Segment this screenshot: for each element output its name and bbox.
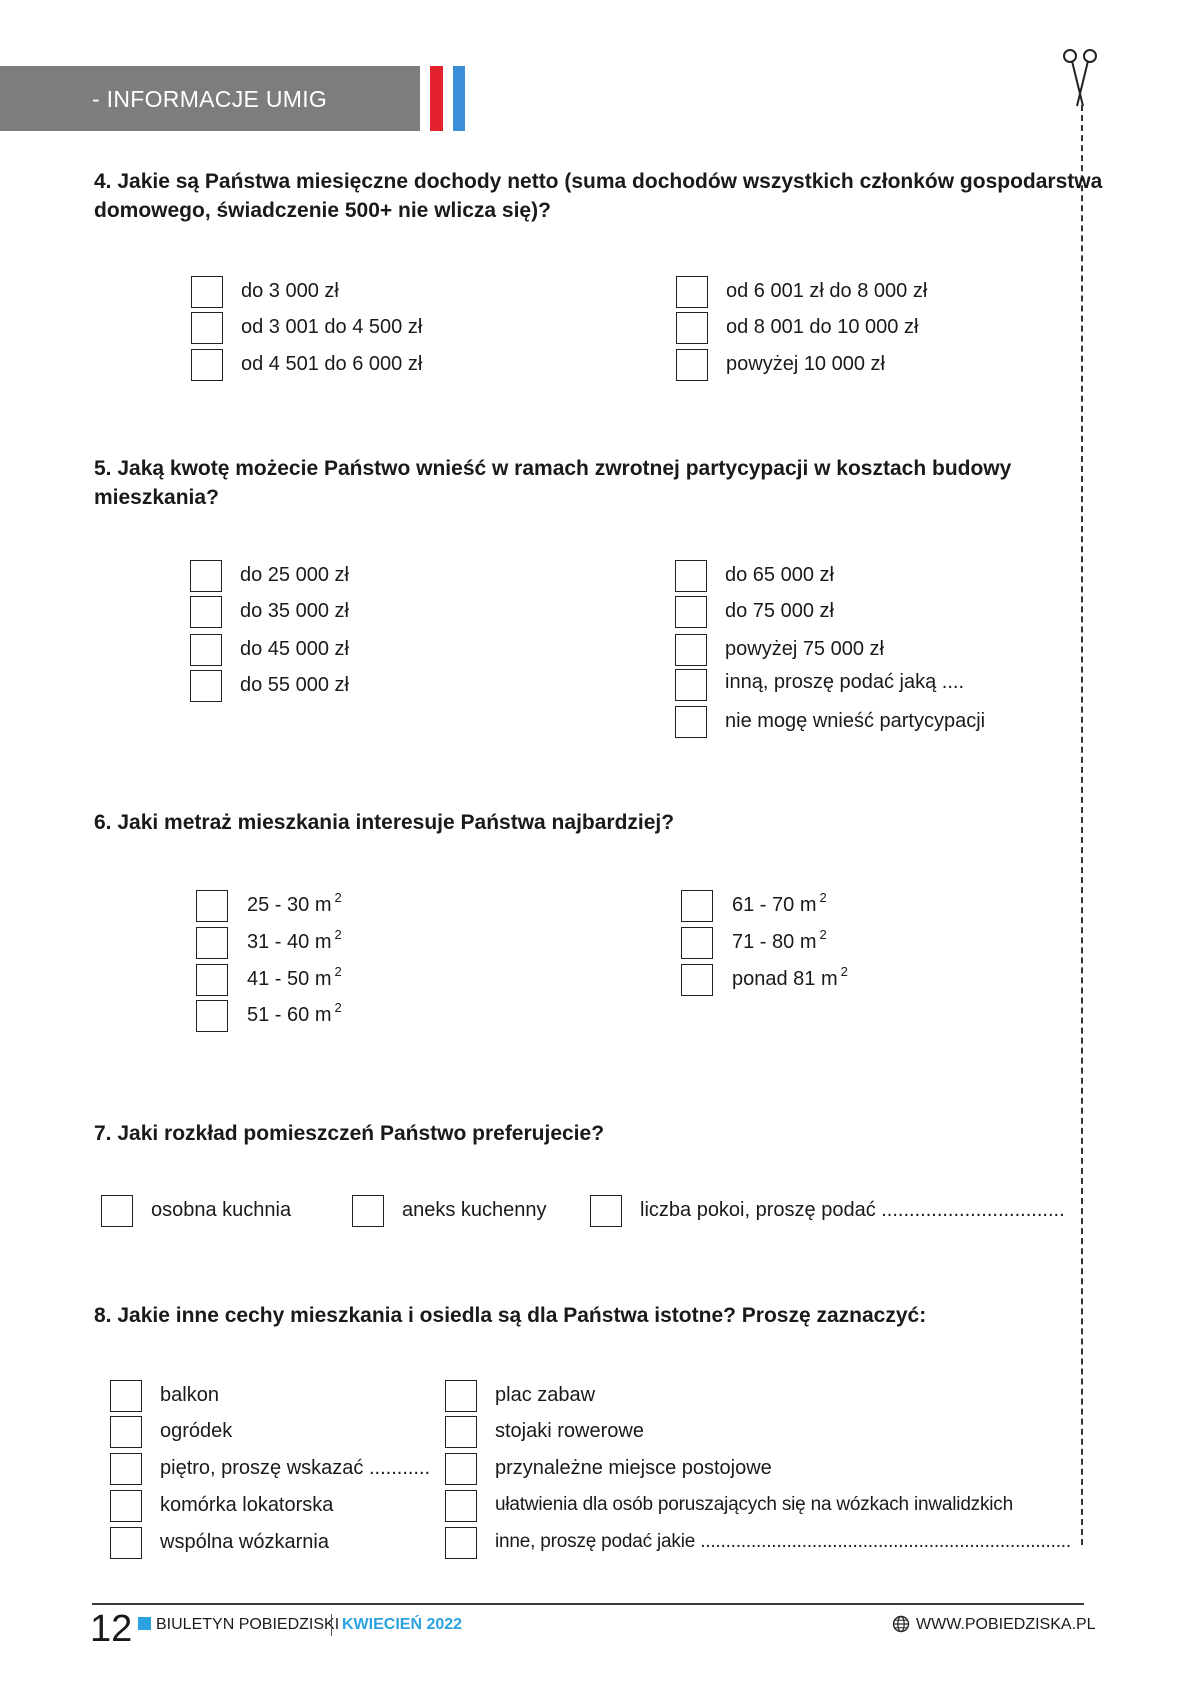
- option-label: plac zabaw: [495, 1384, 596, 1406]
- question-4: [94, 167, 1102, 225]
- checkbox[interactable]: [675, 634, 707, 666]
- option-label: od 8 001 do 10 000 zł: [726, 316, 919, 338]
- publication-name: BIULETYN POBIEDZISKI: [156, 1616, 340, 1633]
- option-label: do 35 000 zł: [240, 600, 349, 622]
- checkbox[interactable]: [110, 1416, 142, 1448]
- option-label: balkon: [160, 1384, 219, 1406]
- website-link[interactable]: WWW.POBIEDZISKA.PL: [916, 1616, 1096, 1633]
- option-label: od 3 001 do 4 500 zł: [241, 316, 423, 338]
- checkbox[interactable]: [190, 634, 222, 666]
- option-label: do 75 000 zł: [725, 600, 834, 622]
- checkbox[interactable]: [675, 706, 707, 738]
- option-label: osobna kuchnia: [151, 1199, 292, 1221]
- checkbox[interactable]: [681, 964, 713, 996]
- option-label: stojaki rowerowe: [495, 1420, 644, 1442]
- checkbox[interactable]: [675, 596, 707, 628]
- option-label: do 45 000 zł: [240, 638, 349, 660]
- option-label: inną, proszę podać jaką ....: [725, 671, 965, 693]
- checkbox[interactable]: [196, 964, 228, 996]
- question-4-line-1: 4. Jakie są Państwa miesięczne dochody netto (suma dochodów wszystkich członków gospodarstwa: [94, 170, 1103, 193]
- checkbox[interactable]: [191, 349, 223, 381]
- checkbox[interactable]: [101, 1195, 133, 1227]
- checkbox[interactable]: [590, 1195, 622, 1227]
- checkbox[interactable]: [110, 1527, 142, 1559]
- checkbox[interactable]: [196, 927, 228, 959]
- question-5-line-2: mieszkania?: [94, 486, 219, 509]
- option-label: ogródek: [160, 1420, 233, 1442]
- option-label: powyżej 10 000 zł: [726, 353, 885, 375]
- red-stripe: [430, 66, 443, 131]
- blue-stripe: [453, 66, 465, 131]
- option-label: 51 - 60 m $^2$: [247, 1000, 342, 1026]
- option-label: do 55 000 zł: [240, 674, 349, 696]
- question-4-line-2: domowego, świadczenie 500+ nie wlicza się)?: [94, 199, 551, 222]
- footer-separator: [331, 1614, 332, 1636]
- checkbox[interactable]: [190, 596, 222, 628]
- option-label: piętro, proszę wskazać ...........: [160, 1457, 431, 1479]
- checkbox[interactable]: [675, 669, 707, 701]
- option-label: liczba pokoi, proszę podać .................................: [640, 1199, 1065, 1221]
- question-7: 7. Jaki rozkład pomieszczeń Państwo preferujecie?: [94, 1122, 605, 1145]
- option-label: 41 - 50 m $^2$: [247, 964, 342, 990]
- checkbox[interactable]: [196, 1000, 228, 1032]
- checkbox[interactable]: [676, 312, 708, 344]
- option-label: nie mogę wnieść partycypacji: [725, 710, 986, 732]
- option-label: przynależne miejsce postojowe: [495, 1457, 772, 1479]
- question-5: [94, 454, 1011, 512]
- issue-date: KWIECIEŃ 2022: [342, 1616, 463, 1633]
- option-label: do 25 000 zł: [240, 564, 349, 586]
- checkbox[interactable]: [445, 1527, 477, 1559]
- question-6: 6. Jaki metraż mieszkania interesuje Państwa najbardziej?: [94, 811, 675, 834]
- option-label: 71 - 80 m $^2$: [732, 927, 827, 953]
- option-label: inne, proszę podać jakie .........................................................................: [495, 1531, 1071, 1552]
- checkbox[interactable]: [352, 1195, 384, 1227]
- checkbox[interactable]: [676, 276, 708, 308]
- section-title: - INFORMACJE UMIG: [92, 86, 328, 112]
- checkbox[interactable]: [110, 1453, 142, 1485]
- footer-divider: [92, 1603, 1084, 1605]
- page-number: 12: [90, 1608, 133, 1650]
- scissors-icon: [1058, 46, 1102, 110]
- checkbox[interactable]: [110, 1490, 142, 1522]
- checkbox[interactable]: [445, 1490, 477, 1522]
- footer-accent-square: [138, 1617, 151, 1630]
- checkbox[interactable]: [196, 890, 228, 922]
- option-label: od 6 001 zł do 8 000 zł: [726, 280, 928, 302]
- checkbox[interactable]: [190, 560, 222, 592]
- checkbox[interactable]: [445, 1416, 477, 1448]
- checkbox[interactable]: [190, 670, 222, 702]
- globe-icon: [892, 1615, 910, 1633]
- checkbox[interactable]: [110, 1380, 142, 1412]
- option-label: aneks kuchenny: [402, 1199, 547, 1221]
- option-label: 31 - 40 m $^2$: [247, 927, 342, 953]
- checkbox[interactable]: [445, 1453, 477, 1485]
- option-label: wspólna wózkarnia: [160, 1531, 329, 1553]
- question-8: 8. Jakie inne cechy mieszkania i osiedla są dla Państwa istotne? Proszę zaznaczyć:: [94, 1304, 927, 1327]
- option-label: powyżej 75 000 zł: [725, 638, 884, 660]
- checkbox[interactable]: [675, 560, 707, 592]
- checkbox[interactable]: [676, 349, 708, 381]
- option-label: 25 - 30 m $^2$: [247, 890, 342, 916]
- question-5-line-1: 5. Jaką kwotę możecie Państwo wnieść w ramach zwrotnej partycypacji w kosztach budowy: [94, 457, 1012, 480]
- option-label: od 4 501 do 6 000 zł: [241, 353, 423, 375]
- option-label: ponad 81 m $^2$: [732, 964, 848, 990]
- option-label: do 3 000 zł: [241, 280, 339, 302]
- checkbox[interactable]: [681, 927, 713, 959]
- option-label: 61 - 70 m $^2$: [732, 890, 827, 916]
- checkbox[interactable]: [681, 890, 713, 922]
- option-label: komórka lokatorska: [160, 1494, 334, 1516]
- checkbox[interactable]: [191, 276, 223, 308]
- checkbox[interactable]: [445, 1380, 477, 1412]
- option-label: do 65 000 zł: [725, 564, 834, 586]
- option-label: ułatwienia dla osób poruszających się na wózkach inwalidzkich: [495, 1494, 1013, 1515]
- checkbox[interactable]: [191, 312, 223, 344]
- cut-line: [1081, 105, 1083, 1545]
